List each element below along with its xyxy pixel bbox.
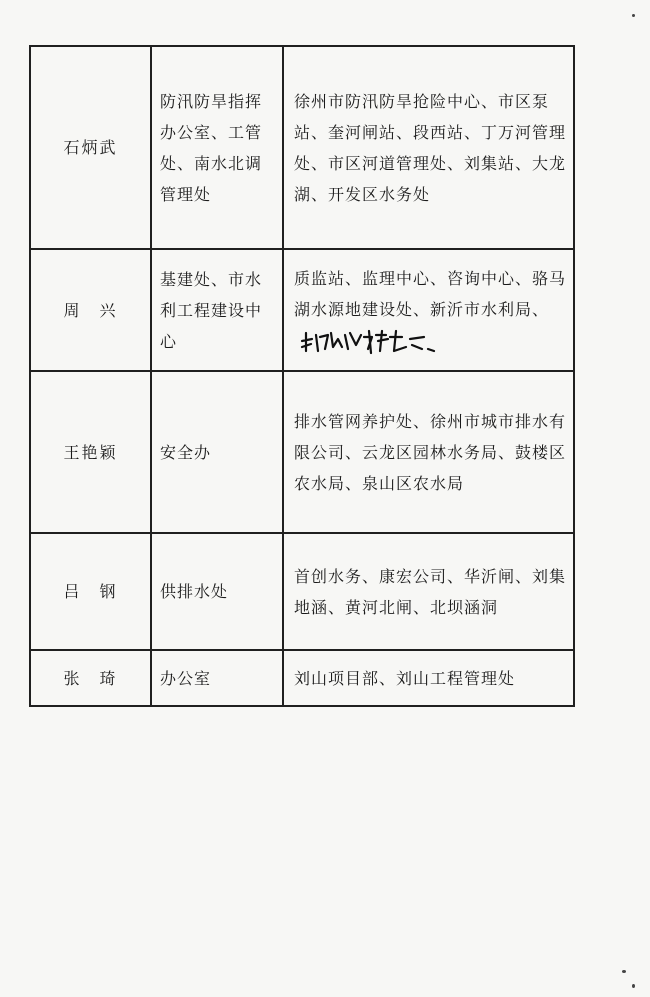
person-name: 张 琦 xyxy=(63,668,118,688)
person-name-cell xyxy=(30,533,151,650)
person-name: 吕 钢 xyxy=(63,582,118,601)
contact-units-cell: 首创水务、康宏公司、华沂闸、刘集地涵、黄河北闸、北坝涵洞 xyxy=(283,533,574,650)
units-text: 质监站、监理中心、咨询中心、骆马湖水源地建设处、新沂市水利局、 xyxy=(294,269,567,320)
table-row xyxy=(30,249,574,371)
contact-units-cell: 排水管网养护处、徐州市城市排水有限公司、云龙区园林水务局、鼓楼区农水局、泉山区农水局 xyxy=(283,371,574,533)
contact-units-cell: 徐州市防汛防旱抢险中心、市区泵站、奎河闸站、段西站、丁万河管理处、市区河道管理处、刘集站、大龙湖、开发区水务处 xyxy=(283,46,574,249)
person-name-cell xyxy=(30,371,151,533)
table-row xyxy=(30,533,574,650)
department-cell: 防汛防旱指挥办公室、工管处、南水北调管理处 xyxy=(151,46,283,249)
contact-units-cell: 刘山项目部、刘山工程管理处 xyxy=(283,650,574,706)
person-name: 王艳颖 xyxy=(63,442,118,462)
department-cell: 办公室 xyxy=(151,650,283,706)
person-name-cell xyxy=(30,46,151,249)
person-name: 石炳武 xyxy=(63,138,118,157)
person-name-cell xyxy=(30,249,151,371)
person-name: 周 兴 xyxy=(63,300,118,320)
scan-speck xyxy=(632,984,635,988)
assignment-table xyxy=(29,45,575,707)
department-cell: 基建处、市水利工程建设中心 xyxy=(151,249,283,371)
department-cell: 供排水处 xyxy=(151,533,283,650)
department-cell: 安全办 xyxy=(151,371,283,533)
contact-units-cell xyxy=(283,249,574,371)
table-row xyxy=(30,371,574,533)
scan-speck xyxy=(632,14,635,17)
table-row xyxy=(30,46,574,249)
handwritten-signature xyxy=(298,327,438,357)
person-name-cell xyxy=(30,650,151,706)
table-row xyxy=(30,650,574,706)
scan-speck xyxy=(622,970,626,973)
